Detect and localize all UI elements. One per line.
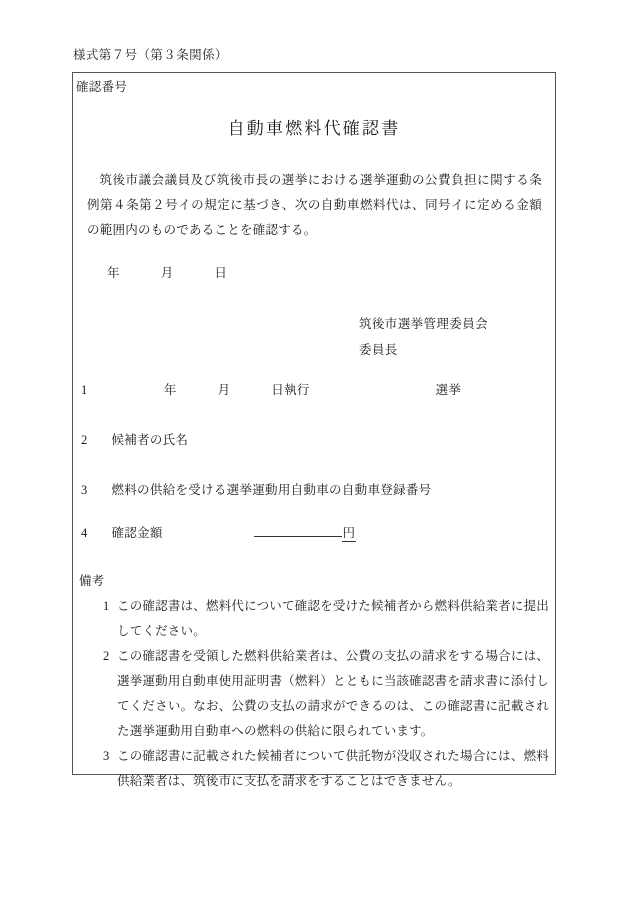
page-title: 自動車燃料代確認書: [227, 119, 401, 138]
confirmation-number-label: 確認番号: [76, 80, 128, 94]
remark-number: 3: [103, 749, 110, 763]
remark-item: [79, 744, 551, 794]
remark-number: 2: [103, 649, 110, 663]
entry-item-1-election: 選挙: [435, 383, 462, 397]
remark-text: この確認書を受領した燃料供給業者は、公費の支払の請求をする場合には、選挙運動用自動車使用証明書（燃料）とともに当該確認書を請求書に添付してください。なお、公費の支払の請求ができるのは、この確認書に記載された選挙運動用自動車への燃料の供給に限られています。: [117, 649, 549, 738]
remark-item: [79, 594, 551, 644]
entry-item-4: [81, 523, 356, 542]
entry-item-4-currency-unit: 円: [342, 523, 357, 542]
entry-item-2: [81, 430, 188, 448]
remarks-heading: 備考: [79, 574, 105, 588]
remark-text: この確認書に記載された候補者について供託物が没収された場合には、燃料供給業者は、筑後市に支払を請求をすることはできません。: [117, 749, 549, 788]
entry-item-2-label: 候補者の氏名: [111, 433, 189, 447]
date-line: [107, 263, 227, 281]
entry-item-4-number: 4: [81, 526, 88, 540]
date-day-label: 日: [214, 266, 228, 280]
form-header: 様式第７号（第３条関係）: [73, 48, 228, 62]
entry-item-1-month: 月: [217, 383, 231, 397]
remark-number: 1: [103, 599, 110, 613]
entry-item-3-label: 燃料の供給を受ける選挙運動用自動車の自動車登録番号: [111, 483, 432, 497]
entry-item-1: [81, 380, 461, 398]
form-frame: [72, 72, 556, 788]
entry-item-1-number: 1: [81, 383, 88, 397]
entry-item-4-label: 確認金額: [111, 526, 163, 540]
date-year-label: 年: [107, 266, 120, 280]
entry-item-1-year: 年: [163, 383, 177, 397]
entry-item-2-number: 2: [81, 433, 88, 447]
form-frame-inner: [73, 73, 555, 788]
issuing-authority: [359, 311, 488, 363]
remark-text: この確認書は、燃料代について確認を受けた候補者から燃料供給業者に提出してください。: [117, 599, 549, 638]
entry-item-3-number: 3: [81, 483, 88, 497]
authority-chairperson: 委員長: [359, 343, 398, 357]
body-paragraph: 筑後市議会議員及び筑後市長の選挙における選挙運動の公費負担に関する条例第４条第２号イの規定に基づき、次の自動車燃料代は、同号イに定める金額の範囲内のものであることを確認する。: [87, 173, 542, 237]
confirmed-amount-blank[interactable]: [254, 536, 342, 537]
date-month-label: 月: [160, 266, 174, 280]
entry-item-1-day-execution: 日執行: [271, 383, 310, 397]
authority-committee: 筑後市選挙管理委員会: [359, 317, 489, 331]
remark-item: [79, 644, 551, 744]
entry-item-3: [81, 480, 431, 498]
remarks-list: [79, 594, 551, 794]
